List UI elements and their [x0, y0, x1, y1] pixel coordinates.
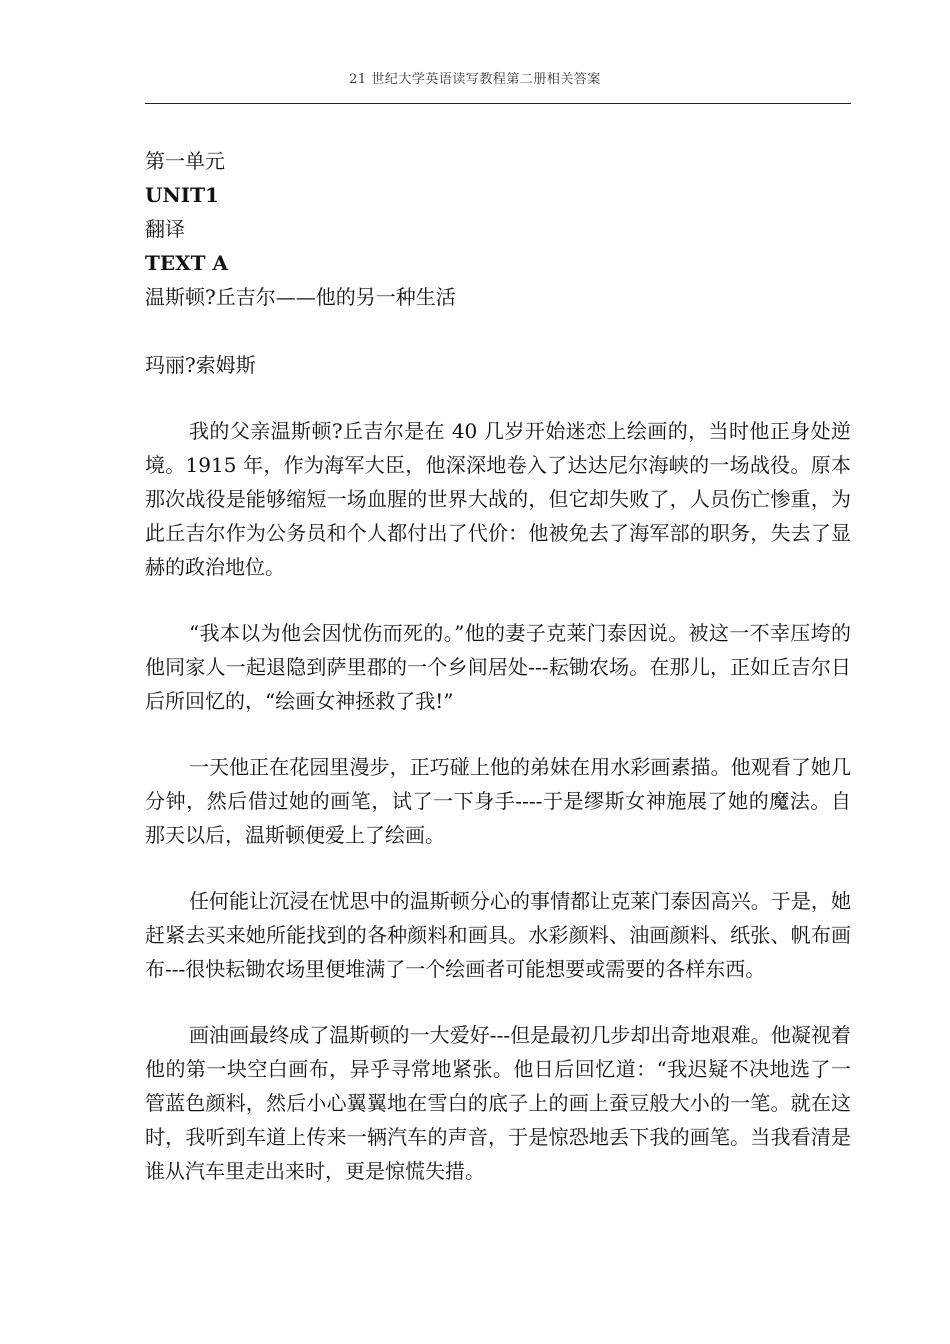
spacer: [145, 718, 851, 750]
spacer: [145, 382, 851, 414]
article-title: 温斯顿?丘吉尔——他的另一种生活: [145, 285, 456, 309]
unit-heading-cn: 第一单元: [145, 149, 225, 173]
paragraph-1: 我的父亲温斯顿?丘吉尔是在 40 几岁开始迷恋上绘画的，当时他正身处逆境。1915 年，作为海军大臣，他深深地卷入了达达尼尔海峡的一场战役。原本那次战役是能够缩短一场血腥的世界大战的，但它却失败了，人员伤亡惨重，为此丘吉尔作为公务员和个人都付出了代价：他被免去了海军部的职务，失去了显赫的政治地位。: [145, 419, 851, 579]
spacer: [145, 584, 851, 616]
author-name: 玛丽?索姆斯: [145, 353, 256, 377]
unit-heading-en: UNIT1: [145, 183, 219, 207]
page-header: 21 世纪大学英语读写教程第二册相关答案: [349, 72, 601, 87]
spacer: [145, 986, 851, 1018]
paragraph-3: 一天他正在花园里漫步，正巧碰上他的弟妹在用水彩画素描。他观看了她几分钟，然后借过她的画笔，试了一下身手----于是缪斯女神施展了她的魔法。自那天以后，温斯顿便爱上了绘画。: [145, 755, 851, 847]
paragraph-4: 任何能让沉浸在忧思中的温斯顿分心的事情都让克莱门泰因高兴。于是，她赶紧去买来她所能找到的各种颜料和画具。水彩颜料、油画颜料、纸张、帆布画布---很快耘锄农场里便堆满了一个绘画者可能想要或需要的各样东西。: [145, 889, 851, 981]
spacer: [145, 314, 851, 348]
text-label: TEXT A: [145, 251, 229, 275]
paragraph-2: “我本以为他会因忧伤而死的。”他的妻子克莱门泰因说。被这一不幸压垮的他同家人一起退隐到萨里郡的一个乡间居处---耘锄农场。在那儿，正如丘吉尔日后所回忆的，“绘画女神拯救了我!”: [145, 621, 851, 713]
spacer: [145, 852, 851, 884]
paragraph-5: 画油画最终成了温斯顿的一大爱好---但是最初几步却出奇地艰难。他凝视着他的第一块空白画布，异乎寻常地紧张。他日后回忆道：“我迟疑不决地选了一管蓝色颜料，然后小心翼翼地在雪白的底子上的画上蚕豆般大小的一笔。就在这时，我听到车道上传来一辆汽车的声音，于是惊恐地丢下我的画笔。当我看清是谁从汽车里走出来时，更是惊慌失措。: [145, 1023, 851, 1183]
document-body: [145, 144, 851, 1188]
header-divider: [145, 103, 851, 104]
section-heading: 翻译: [145, 217, 185, 241]
